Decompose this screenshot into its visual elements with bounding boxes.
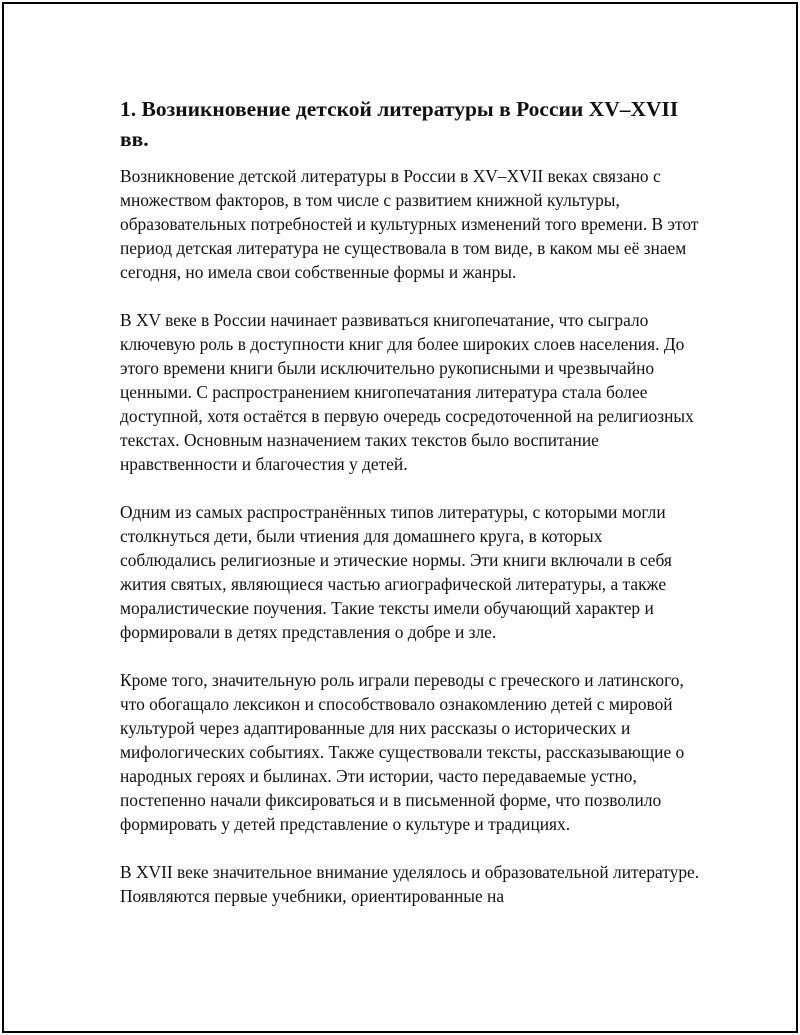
paragraph-1: Возникновение детской литературы в России в XV–XVII веках связано с множеством факторов, в том числе с развитием книжной культуры, образовательных потребностей и культурных изменений того времени. В этот период детская литература не существовала в том виде, в каком мы её знаем сегодня, но имела свои собственные формы и жанры.: [120, 166, 699, 282]
document-body: [120, 94, 700, 932]
page-frame: [2, 2, 798, 1033]
paragraph-2: В XV веке в России начинает развиваться книгопечатание, что сыграло ключевую роль в доступности книг для более широких слоев населения. До этого времени книги были исключительно рукописными и чрезвычайно ценными. С распространением книгопечатания литература стала более доступной, хотя остаётся в первую очередь сосредоточенной на религиозных текстах. Основным назначением таких текстов было воспитание нравственности и благочестия у детей.: [120, 310, 694, 474]
paragraph-4: Кроме того, значительную роль играли переводы с греческого и латинского, что обогащало лексикон и способствовало ознакомлению детей с мировой культурой через адаптированные для них рассказы о исторических и мифологических событиях. Также существовали тексты, рассказывающие о народных героях и былинах. Эти истории, часто передаваемые устно, постепенно начали фиксироваться и в письменной форме, что позволило формировать у детей представление о культуре и традициях.: [120, 670, 685, 834]
paragraph-5: В XVII веке значительное внимание уделялось и образовательной литературе. Появляются первые учебники, ориентированные на: [120, 862, 700, 906]
section-heading: 1. Возникновение детской литературы в России XV–XVII вв.: [120, 97, 679, 151]
paragraph-3: Одним из самых распространённых типов литературы, с которыми могли столкнуться дети, были чтиения для домашнего круга, в которых соблюдались религиозные и этические нормы. Эти книги включали в себя жития святых, являющиеся частью агиографической литературы, а также моралистические поучения. Такие тексты имели обучающий характер и формировали в детях представления о добре и зле.: [120, 502, 672, 642]
